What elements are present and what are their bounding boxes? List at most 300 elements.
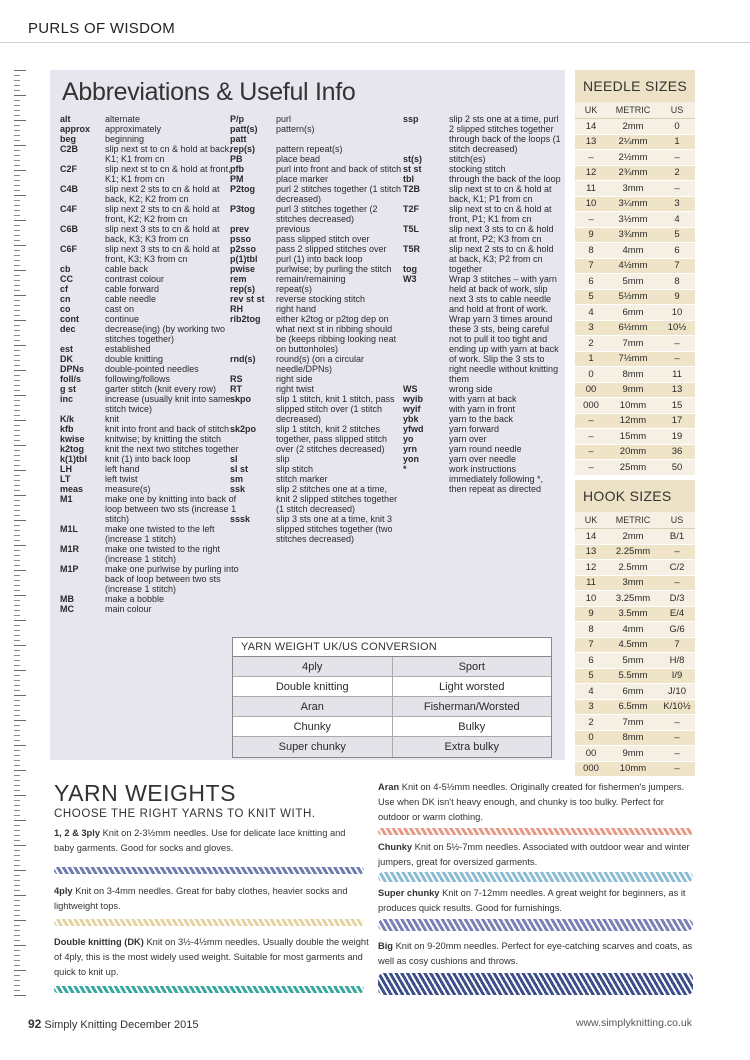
size-cell: 7mm (622, 337, 644, 349)
size-cell: 6mm (622, 685, 644, 697)
abbreviation-entry (230, 484, 402, 514)
needle-size-row (575, 119, 695, 135)
abbreviation-term: psso (230, 234, 252, 244)
hook-size-row (575, 607, 695, 623)
abbreviation-entry (60, 284, 240, 294)
hook-size-row (575, 700, 695, 716)
size-cell: 3½mm (618, 213, 648, 225)
size-cell: 9 (588, 229, 594, 241)
size-cell: 3¾mm (618, 229, 648, 241)
abbreviation-meaning: right twist (276, 384, 315, 394)
abbreviation-meaning: through the back of the loop (449, 174, 561, 184)
abbreviation-meaning: purl 3 stitches together (2 stitches decreased) (276, 204, 378, 224)
size-cell: D/3 (669, 592, 685, 604)
hook-size-row (575, 545, 695, 561)
abbreviation-meaning: place marker (276, 174, 329, 184)
conversion-title: YARN WEIGHT UK/US CONVERSION (233, 638, 551, 657)
abbreviation-term: rnd(s) (230, 354, 256, 364)
abbreviation-meaning: double-pointed needles (105, 364, 199, 374)
abbreviation-meaning: repeat(s) (276, 284, 313, 294)
needle-size-row (575, 383, 695, 399)
abbreviation-term: alt (60, 114, 71, 124)
abbreviation-entry (60, 184, 240, 204)
abbreviation-meaning: yarn round needle (449, 444, 522, 454)
abbreviation-entry (230, 384, 402, 394)
abbreviation-entry (60, 244, 240, 264)
size-cell: 6½mm (618, 322, 648, 334)
abbreviation-term: g st (60, 384, 77, 394)
column-header: METRIC (615, 105, 651, 115)
conversion-row (233, 717, 551, 737)
abbreviation-entry (60, 314, 240, 324)
abbreviation-entry (230, 144, 402, 154)
abbreviation-meaning: knit into front and back of stitch (105, 424, 230, 434)
size-cell: 3.25mm (615, 592, 651, 604)
abbreviation-term: K/k (60, 414, 75, 424)
abbreviation-meaning: knitwise; by knitting the stitch (105, 434, 222, 444)
size-cell: 11 (586, 182, 596, 194)
abbreviation-term: RT (230, 384, 242, 394)
abbreviation-entry (60, 414, 240, 424)
abbreviation-term: C2F (60, 164, 78, 174)
abbreviation-term: pwise (230, 264, 256, 274)
abbreviation-meaning: slip 1 stitch, knit 2 stitches together, pass slipped stitch over (2 stitches decreased) (276, 424, 388, 454)
hook-size-row (575, 653, 695, 669)
abbreviation-meaning: decrease(ing) (by working two stitches together) (105, 324, 226, 344)
abbreviation-term: P/p (230, 114, 245, 124)
abbreviation-term: MC (60, 604, 74, 614)
uk-weight: Aran (233, 697, 393, 716)
abbreviation-term: rem (230, 274, 247, 284)
header-divider (0, 42, 750, 43)
needle-size-row (575, 181, 695, 197)
abbreviation-entry (230, 474, 402, 484)
abbreviation-entry (60, 274, 240, 284)
abbreviation-entry (60, 324, 240, 344)
abbreviation-entry (230, 204, 402, 224)
abbreviation-term: kwise (60, 434, 85, 444)
abbreviation-entry (403, 154, 563, 164)
size-cell: 6mm (622, 306, 644, 318)
size-cell: 15mm (619, 430, 647, 442)
abbreviation-term: dec (60, 324, 76, 334)
abbreviation-meaning: right side (276, 374, 313, 384)
hook-size-row (575, 638, 695, 654)
abbreviation-entry (230, 424, 402, 454)
abbreviation-term: LH (60, 464, 72, 474)
abbreviation-meaning: slip stitch (276, 464, 314, 474)
abbreviation-entry (60, 224, 240, 244)
conversion-row (233, 737, 551, 757)
conversion-row (233, 697, 551, 717)
abbreviation-term: ssp (403, 114, 419, 124)
size-cell: 36 (671, 446, 683, 458)
abbreviation-meaning: pattern repeat(s) (276, 144, 343, 154)
section-header: PURLS OF WISDOM (28, 20, 176, 37)
size-cell: 9 (588, 608, 594, 620)
size-cell: – (674, 353, 680, 365)
abbreviation-entry (60, 434, 240, 444)
abbreviation-term: C6B (60, 224, 79, 234)
column-header: US (670, 105, 684, 115)
hook-size-row (575, 529, 695, 545)
abbreviation-term: T5L (403, 224, 420, 234)
abbreviation-meaning: cable forward (105, 284, 160, 294)
size-cell: 9 (674, 291, 680, 303)
abbreviation-entry (60, 264, 240, 274)
abbreviation-term: wyib (403, 394, 424, 404)
abbreviation-meaning: slip 2 sts one at a time, purl 2 slipped stitches together through back of the loops (1 stitch decreased) (449, 114, 561, 154)
abbreviation-entry (230, 284, 402, 294)
size-cell: 3¼mm (618, 198, 648, 210)
magazine-issue: Simply Knitting December 2015 (44, 1019, 199, 1031)
size-cell: H/8 (669, 654, 685, 666)
abbreviation-term: M1P (60, 564, 79, 574)
abbreviation-meaning: slip next st to cn & hold at front, P1; K1 from cn (449, 204, 552, 224)
abbreviation-meaning: yarn forward (449, 424, 500, 434)
abbreviation-meaning: continue (105, 314, 140, 324)
size-cell: 5mm (622, 275, 644, 287)
abbreviation-entry (60, 364, 240, 374)
abbreviation-entry (60, 394, 240, 414)
abbreviation-term: T5R (403, 244, 421, 254)
needle-size-row (575, 414, 695, 430)
abbreviation-term: ssk (230, 484, 246, 494)
abbreviation-term: C2B (60, 144, 79, 154)
abbreviation-term: PB (230, 154, 243, 164)
size-cell: – (588, 415, 594, 427)
abbreviation-meaning: knit the next two stitches together (105, 444, 239, 454)
size-cell: – (674, 577, 680, 589)
yarn-swatch-image (378, 973, 693, 995)
abbreviation-meaning: together (449, 264, 483, 274)
size-cell: 0 (588, 732, 594, 744)
size-cell: 10 (585, 198, 597, 210)
abbreviation-meaning: slip next 3 sts to cn & hold at back, K3; K3 from cn (105, 224, 220, 244)
abbreviation-term: sl (230, 454, 238, 464)
size-cell: 5mm (622, 654, 644, 666)
size-cell: K/10½ (663, 701, 691, 713)
abbreviation-meaning: beginning (105, 134, 145, 144)
abbreviation-entry (403, 444, 563, 454)
abbreviation-entry (60, 134, 240, 144)
hook-size-row (575, 746, 695, 762)
size-cell: 8 (588, 623, 594, 635)
size-cell: 13 (585, 546, 597, 558)
abbreviation-meaning: yarn to the back (449, 414, 514, 424)
abbreviation-meaning: knit (105, 414, 120, 424)
abbreviation-meaning: slip next st to cn & hold at back, K1; K1 from cn (105, 144, 232, 164)
hook-size-row (575, 560, 695, 576)
yarn-weights-title: YARN WEIGHTS (54, 780, 236, 806)
us-weight: Fisherman/Worsted (423, 700, 520, 713)
abbreviation-meaning: slip (276, 454, 290, 464)
abbreviation-term: p(1)tbl (230, 254, 258, 264)
abbreviation-term: ybk (403, 414, 419, 424)
abbreviation-entry (403, 384, 563, 394)
abbreviation-term: DK (60, 354, 73, 364)
size-cell: 000 (583, 763, 599, 775)
abbreviation-term: RS (230, 374, 243, 384)
yarn-weight-item: Chunky Knit on 5½-7mm needles. Associated with outdoor wear and winter jumpers, great for oversized garments. (378, 842, 690, 867)
size-cell: 00 (585, 747, 597, 759)
size-cell: I/9 (671, 670, 683, 682)
size-cell: – (674, 546, 680, 558)
size-cell: 7 (674, 260, 680, 272)
abbreviation-term: T2B (403, 184, 421, 194)
size-cell: 3 (674, 198, 680, 210)
needle-size-row (575, 259, 695, 275)
abbreviation-entry (403, 464, 563, 494)
abbreviation-meaning: previous (276, 224, 311, 234)
size-cell: 7mm (622, 716, 644, 728)
abbreviation-meaning: measure(s) (105, 484, 151, 494)
abbreviation-meaning: double knitting (105, 354, 164, 364)
abbreviation-entry (60, 144, 240, 164)
abbreviation-term: patt (230, 134, 247, 144)
abbreviation-entry (230, 174, 402, 184)
size-cell: 8 (588, 244, 594, 256)
us-weight: Light worsted (439, 680, 505, 693)
abbreviation-entry (403, 404, 563, 414)
size-cell: 2.25mm (615, 546, 651, 558)
size-cell: 6 (674, 244, 680, 256)
abbreviation-meaning: slip 2 stitches one at a time, knit 2 slipped stitches together (1 stitch decreased) (276, 484, 398, 514)
abbreviation-term: approx (60, 124, 91, 134)
abbreviation-term: patt(s) (230, 124, 258, 134)
size-cell: 13 (671, 384, 683, 396)
abbreviation-entry (403, 174, 563, 184)
abbreviation-entry (230, 514, 402, 544)
abbreviation-term: W3 (403, 274, 417, 284)
size-cell: 4 (588, 306, 594, 318)
size-cell: 2.5mm (618, 561, 648, 573)
abbreviation-entry (403, 204, 563, 224)
size-cell: 4 (674, 213, 680, 225)
abbreviation-entry (60, 204, 240, 224)
abbreviation-entry (60, 294, 240, 304)
size-cell: – (588, 461, 594, 473)
abbreviation-term: rep(s) (230, 144, 256, 154)
size-cell: 50 (671, 461, 683, 473)
abbreviation-term: pfb (230, 164, 244, 174)
abbreviation-meaning: garter stitch (knit every row) (105, 384, 217, 394)
abbreviation-entry (403, 414, 563, 424)
abbreviation-term: kfb (60, 424, 74, 434)
yarn-weight-item: Double knitting (DK) Knit on 3½-4½mm needles. Usually double the weight of 4ply, this is the most widely used weight. Suitable for most garments and quick to knit up. (54, 937, 369, 977)
size-cell: E/4 (669, 608, 685, 620)
footer-url[interactable]: www.simplyknitting.co.uk (575, 1017, 692, 1029)
size-cell: 5 (588, 291, 594, 303)
abbreviation-entry (230, 124, 402, 134)
abbreviation-meaning: purl into front and back of stitch (276, 164, 402, 174)
size-cell: 2½mm (618, 151, 648, 163)
abbreviation-entry (230, 154, 402, 164)
size-cell: 6 (588, 275, 594, 287)
abbreviation-entry (230, 304, 402, 314)
abbreviation-term: * (403, 464, 407, 474)
size-cell: 20mm (619, 446, 647, 458)
abbreviation-meaning: with yarn in front (449, 404, 516, 414)
needle-size-row (575, 243, 695, 259)
abbreviation-term: RH (230, 304, 243, 314)
yarn-swatch-image (378, 872, 693, 882)
abbreviations-column-1 (60, 114, 240, 614)
size-cell: 14 (585, 120, 597, 132)
size-cell: 9mm (622, 747, 644, 759)
us-weight: Bulky (458, 720, 486, 733)
size-cell: 3 (588, 322, 594, 334)
abbreviation-entry (60, 384, 240, 394)
abbreviation-meaning: left twist (105, 474, 138, 484)
size-cell: – (588, 213, 594, 225)
needle-size-row (575, 398, 695, 414)
abbreviation-meaning: cable back (105, 264, 149, 274)
footer-page (28, 1017, 198, 1031)
needle-size-row (575, 212, 695, 228)
size-cell: 11 (672, 368, 682, 380)
size-cell: 9mm (622, 384, 644, 396)
ruler-graphic (14, 70, 38, 1000)
abbreviation-term: st(s) (403, 154, 423, 164)
abbreviation-meaning: make one by knitting into back of loop between two sts (increase 1 stitch) (105, 494, 237, 524)
needle-size-row (575, 445, 695, 461)
abbreviation-term: DPNs (60, 364, 85, 374)
size-cell: C/2 (669, 561, 685, 573)
yarn-weight-item: Super chunky Knit on 7-12mm needles. A great weight for beginners, as it produces quick results. Good for furnishings. (378, 888, 686, 913)
size-cell: 8 (674, 275, 680, 287)
abbreviation-entry (230, 294, 402, 304)
yarn-swatch-image (378, 919, 693, 931)
size-cell: 10 (671, 306, 683, 318)
yarn-swatch-image (54, 919, 364, 926)
abbreviation-meaning: knit (1) into back loop (105, 454, 191, 464)
size-cell: 3 (588, 701, 594, 713)
abbreviation-entry (60, 604, 240, 614)
abbreviation-meaning: following/follows (105, 374, 171, 384)
size-cell: 4mm (622, 244, 644, 256)
abbreviation-term: C4B (60, 184, 79, 194)
size-cell: 2mm (622, 530, 644, 542)
size-cell: 4½mm (618, 260, 648, 272)
abbreviation-term: yon (403, 454, 420, 464)
abbreviation-meaning: slip next 2 sts to cn & hold at front, K2; K2 from cn (105, 204, 220, 224)
yarn-weight-item: Aran Knit on 4-5½mm needles. Originally created for fishermen's jumpers. Use when DK isn't heavy enough, and chunky is too bulky. Perfect for outdoor or warm clothing. (378, 782, 685, 822)
abbreviation-entry (230, 254, 402, 264)
abbreviation-term: prev (230, 224, 250, 234)
size-cell: 7 (588, 639, 594, 651)
abbreviation-meaning: stitch(es) (449, 154, 486, 164)
abbreviation-term: sk2po (230, 424, 257, 434)
abbreviation-term: LT (60, 474, 71, 484)
abbreviation-term: st st (403, 164, 422, 174)
needle-sizes-title: NEEDLE SIZES (575, 70, 695, 102)
abbreviation-meaning: slip next 3 sts to cn & hold at front, P2; K3 from cn (449, 224, 554, 244)
size-cell: 13 (585, 136, 597, 148)
abbreviation-entry (60, 464, 240, 474)
size-cell: 3mm (622, 182, 644, 194)
abbreviation-term: T2F (403, 204, 420, 214)
hook-size-row (575, 622, 695, 638)
size-cell: – (588, 430, 594, 442)
size-cell: 2 (588, 337, 594, 349)
hook-size-row (575, 684, 695, 700)
abbreviation-entry (230, 134, 402, 144)
abbreviation-entry (230, 394, 402, 424)
yarn-swatch-image (54, 986, 364, 993)
size-cell: 5 (588, 670, 594, 682)
uk-weight: Double knitting (233, 677, 393, 696)
size-cell: 10 (585, 592, 597, 604)
abbreviation-meaning: make a bobble (105, 594, 165, 604)
abbreviation-entry (60, 354, 240, 364)
abbreviation-entry (60, 484, 240, 494)
abbreviation-entry (403, 424, 563, 434)
abbreviation-entry (60, 304, 240, 314)
abbreviation-meaning: stocking stitch (449, 164, 506, 174)
abbreviation-meaning: slip 3 sts one at a time, knit 3 slipped stitches together (two stitches decreased) (276, 514, 393, 544)
abbreviation-entry (60, 124, 240, 134)
size-cell: 25mm (619, 461, 647, 473)
size-cell: 19 (671, 430, 683, 442)
abbreviation-meaning: reverse stocking stitch (276, 294, 366, 304)
size-cell: 000 (583, 399, 599, 411)
abbreviation-meaning: pattern(s) (276, 124, 315, 134)
abbreviation-term: P2tog (230, 184, 256, 194)
abbreviation-term: k(1)tbl (60, 454, 87, 464)
abbreviation-term: cf (60, 284, 69, 294)
abbreviation-entry (403, 114, 563, 154)
abbreviation-meaning: wrong side (449, 384, 493, 394)
abbreviation-meaning: slip next 3 sts to cn & hold at front, K3; K3 from cn (105, 244, 220, 264)
abbreviation-term: est (60, 344, 74, 354)
abbreviation-term: beg (60, 134, 77, 144)
size-cell: 12 (585, 167, 597, 179)
abbreviations-column-2 (230, 114, 402, 544)
abbreviation-meaning: either k2tog or p2tog dep on what next st in ribbing should be (keeps ribbing looking neat on buttonholes) (276, 314, 397, 354)
abbreviation-term: M1R (60, 544, 80, 554)
abbreviation-entry (230, 164, 402, 174)
abbreviation-term: tog (403, 264, 417, 274)
abbreviation-term: M1 (60, 494, 73, 504)
needle-size-row (575, 197, 695, 213)
abbreviation-entry (60, 164, 240, 184)
needle-size-row (575, 336, 695, 352)
abbreviation-entry (60, 564, 240, 594)
hook-sizes-header (575, 512, 695, 529)
hook-size-row (575, 731, 695, 747)
abbreviation-entry (403, 184, 563, 204)
needle-size-row (575, 429, 695, 445)
yarn-weight-item: 4ply Knit on 3-4mm needles. Great for baby clothes, heavier socks and lightweight tops. (54, 886, 348, 911)
abbreviation-term: cn (60, 294, 71, 304)
abbreviation-meaning: work instructions immediately following *, then repeat as directed (449, 464, 544, 494)
needle-size-row (575, 321, 695, 337)
abbreviation-meaning: with yarn at back (449, 394, 517, 404)
abbreviation-meaning: increase (usually knit into same stitch twice) (105, 394, 231, 414)
abbreviation-meaning: round(s) (on a circular needle/DPNs) (276, 354, 365, 374)
hook-size-row (575, 591, 695, 607)
abbreviation-meaning: slip next st to cn & hold at front, K1; K1 from cn (105, 164, 231, 184)
needle-size-row (575, 367, 695, 383)
abbreviation-entry (60, 114, 240, 124)
abbreviation-meaning: slip next 2 sts to cn & hold at back, K2; K2 from cn (105, 184, 220, 204)
needle-sizes-header (575, 102, 695, 119)
abbreviation-term: k2tog (60, 444, 85, 454)
uk-weight: Chunky (233, 717, 393, 736)
abbreviations-column-3 (403, 114, 563, 494)
abbreviation-entry (230, 374, 402, 384)
